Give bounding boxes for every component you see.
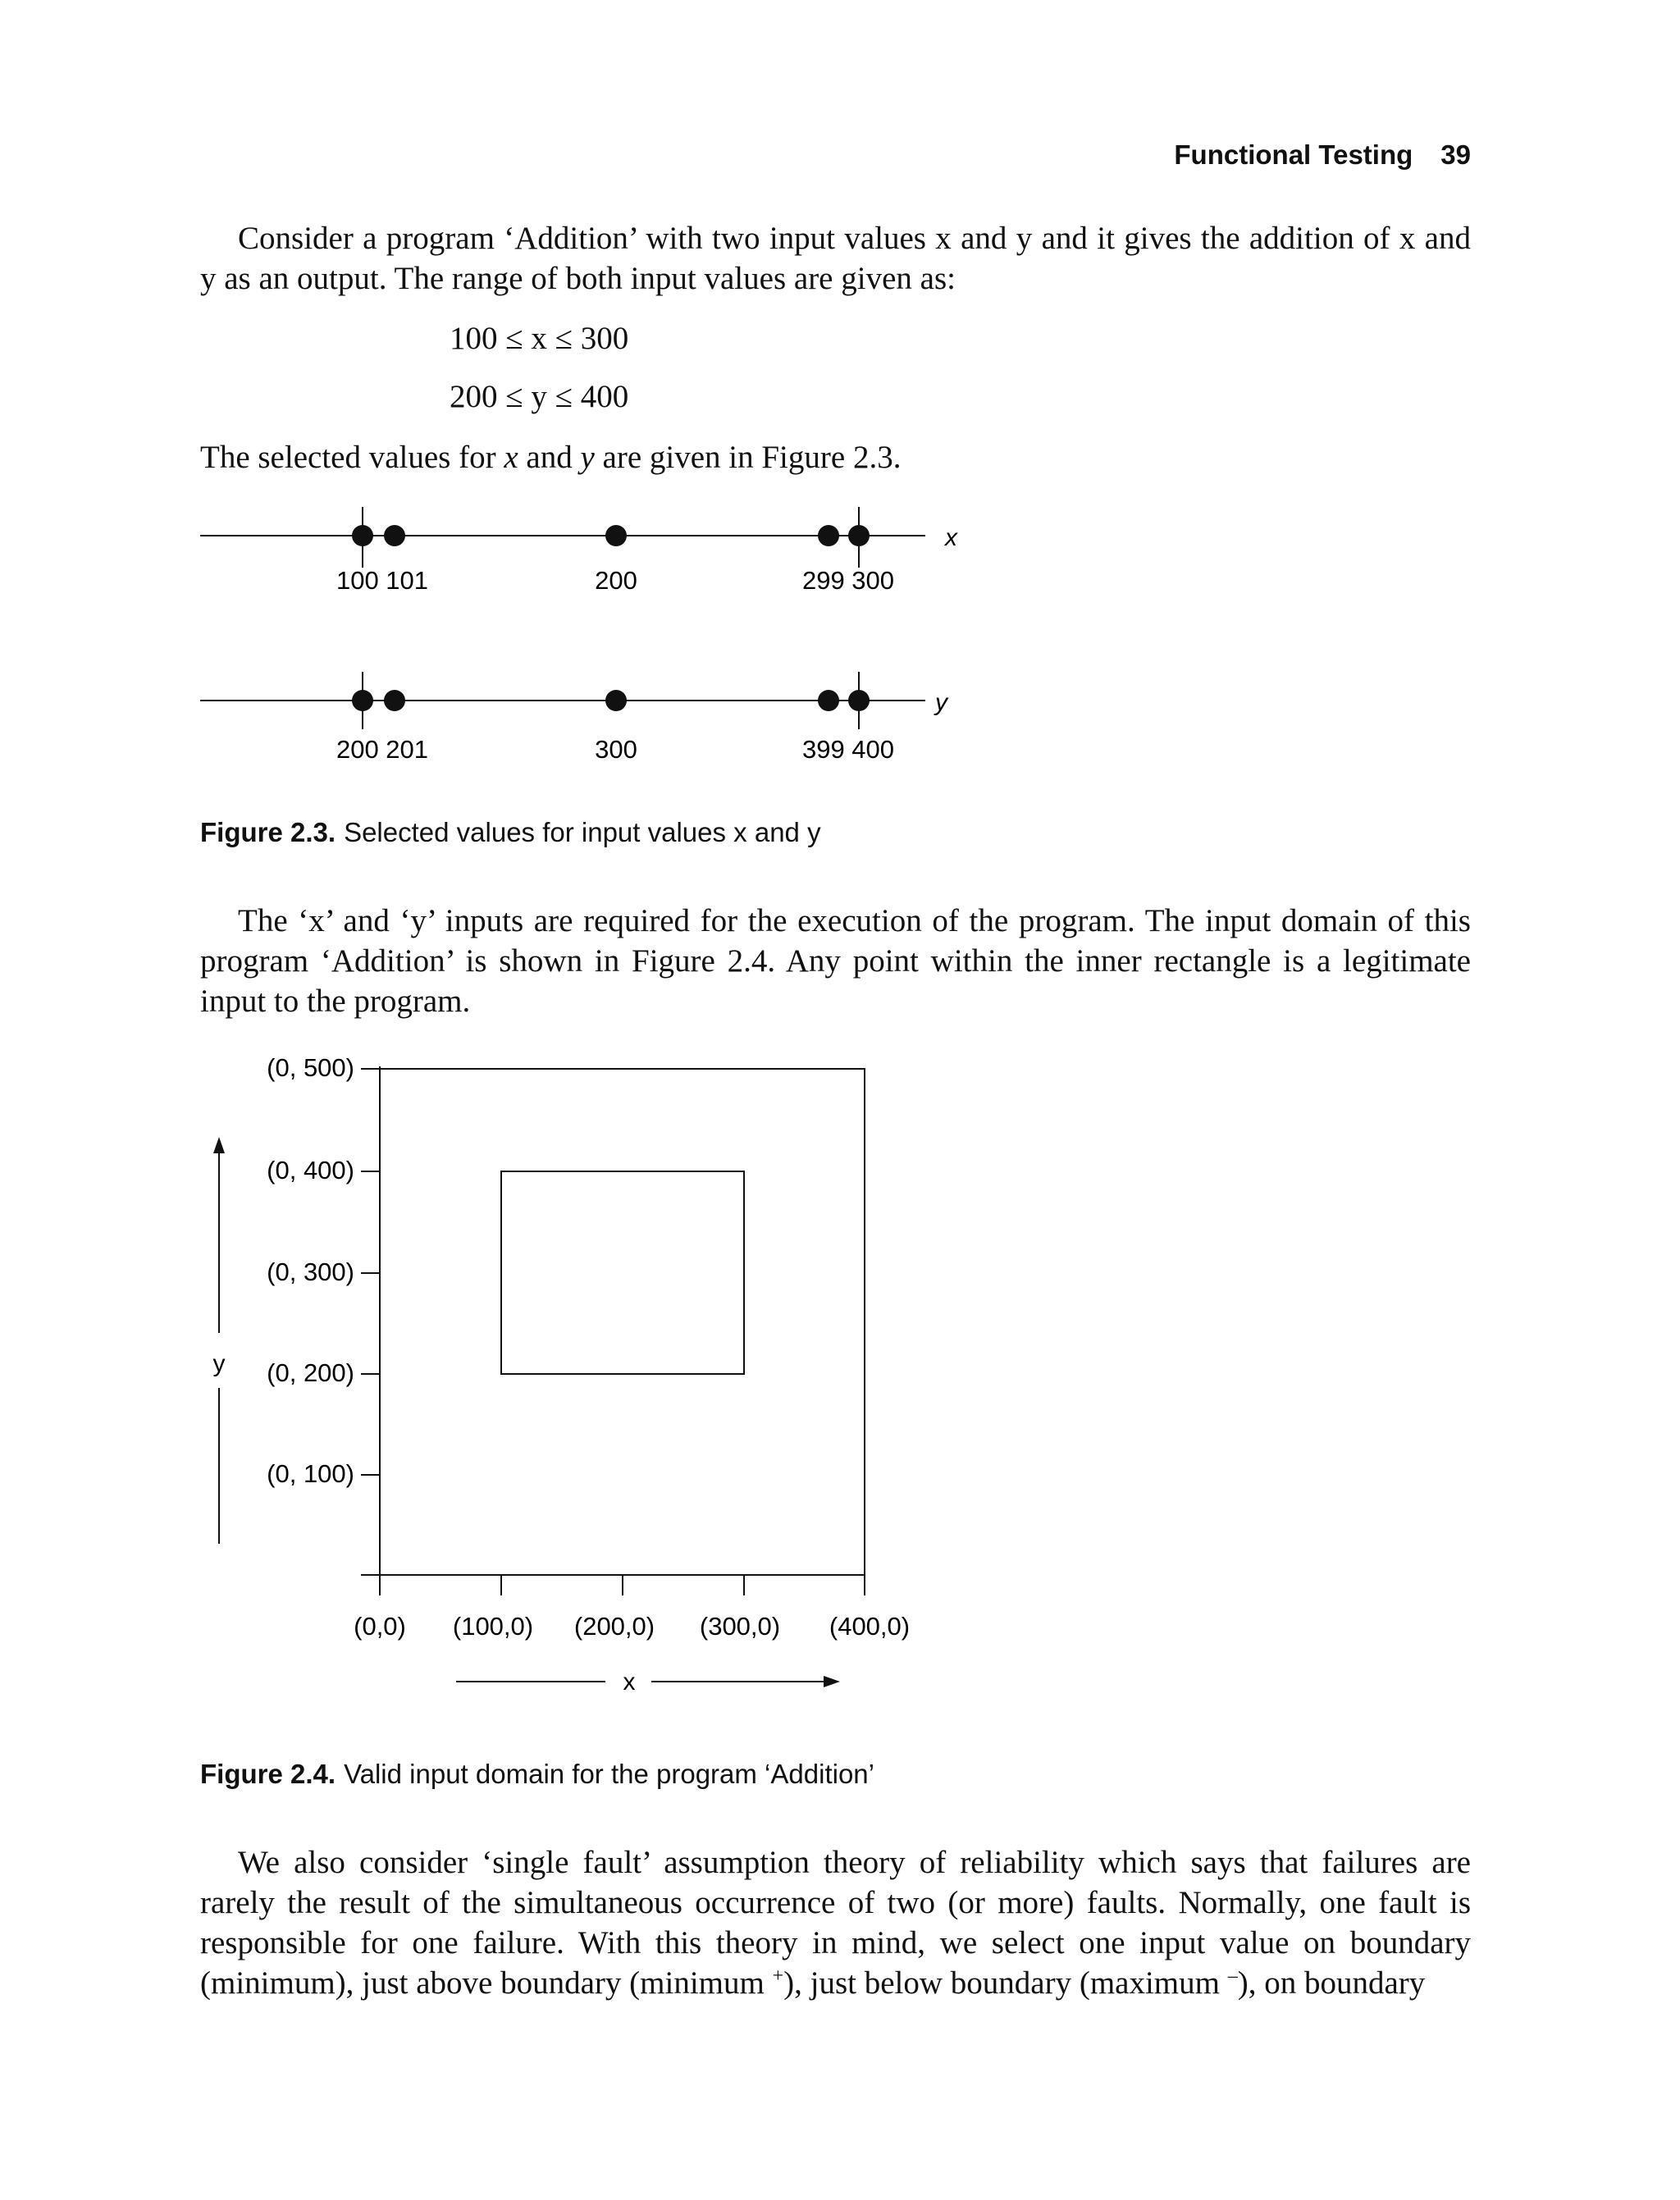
figure-2-4-caption — [200, 1759, 874, 1790]
y-line-axis-label: y — [935, 689, 947, 716]
y-point-399 — [818, 690, 839, 711]
valid-input-rect — [501, 1171, 744, 1374]
paragraph-1-text: Consider a program ‘Addition’ with two input values x and y and it gives the addition of x and y as an output. The range of both input values are given as: — [200, 221, 1471, 296]
y-point-300 — [605, 690, 627, 711]
x-tick-label-100: (100,0) — [452, 1612, 534, 1641]
superscript-minus: – — [1227, 1965, 1238, 1987]
y-axis-label: y — [212, 1350, 226, 1377]
x-label-200: 200 — [595, 566, 637, 595]
y-tick-label-100: (0, 100) — [267, 1459, 354, 1488]
x-point-200 — [605, 525, 627, 546]
var-y: y — [580, 440, 595, 475]
y-tick-label-300: (0, 300) — [267, 1257, 354, 1286]
figure-2-3-caption — [200, 817, 821, 848]
x-point-299 — [818, 525, 839, 546]
figure-2-3-label: Figure 2.3. — [200, 817, 336, 847]
y-point-200 — [352, 690, 373, 711]
y-label-399-400: 399 400 — [801, 735, 895, 764]
y-tick-label-500: (0, 500) — [267, 1053, 354, 1082]
figure-2-3-x-line — [200, 507, 958, 595]
x-tick-label-400: (400,0) — [829, 1612, 911, 1641]
x-line-axis-label: x — [945, 524, 957, 551]
figure-2-4-caption-text: Valid input domain for the program ‘Addition’ — [344, 1759, 874, 1789]
y-arrow-head-icon — [213, 1137, 225, 1153]
inequality-x: 100 ≤ x ≤ 300 — [450, 321, 629, 356]
y-tick-label-200: (0, 200) — [267, 1358, 354, 1387]
outer-domain-rect — [380, 1069, 865, 1575]
paragraph-4-text-1: We also consider ‘single fault’ assumption theory of reliability which says that failures are rarely the result of the simultaneous occurrence of two (or more) faults. Normally, one fault is responsible for one failure. With this theory in mind, we select one input value on boundary (minimum), just above boundary (minimum — [200, 1845, 1471, 2001]
x-arrow-head-icon — [824, 1676, 840, 1687]
y-point-201 — [384, 690, 405, 711]
var-x: x — [504, 440, 518, 475]
figure-2-4-domain — [213, 1053, 911, 1696]
x-axis-label: x — [623, 1668, 636, 1696]
x-tick-label-300: (300,0) — [699, 1612, 781, 1641]
y-label-300: 300 — [595, 735, 637, 764]
inequality-y: 200 ≤ y ≤ 400 — [450, 379, 629, 414]
paragraph-4 — [200, 1842, 1471, 2003]
paragraph-3-text: The ‘x’ and ‘y’ inputs are required for the execution of the program. The input domain of this program ‘Addition’ is shown in Figure 2.4. Any point within the inner rectangle is a legitimate input to the program. — [200, 903, 1471, 1019]
x-label-299-300: 299 300 — [801, 566, 895, 595]
figure-2-3-y-line — [200, 672, 949, 764]
figure-2-4-label: Figure 2.4. — [200, 1759, 336, 1789]
paragraph-4-text-2: ), just below boundary (maximum — [783, 1965, 1228, 2001]
y-tick-label-400: (0, 400) — [267, 1156, 354, 1184]
page-number: 39 — [1440, 139, 1471, 170]
x-tick-label-0: (0,0) — [354, 1612, 406, 1641]
y-point-400 — [848, 690, 870, 711]
x-point-101 — [384, 525, 405, 546]
superscript-plus: + — [772, 1965, 784, 1987]
paragraph-2-post: are given in Figure 2.3. — [594, 440, 902, 475]
x-label-100-101: 100 101 — [336, 566, 429, 595]
paragraph-2-pre: The selected values for — [200, 440, 504, 475]
x-tick-label-200: (200,0) — [573, 1612, 655, 1641]
y-label-200-201: 200 201 — [336, 735, 429, 764]
header-title: Functional Testing — [1174, 139, 1413, 170]
figure-2-3-caption-text: Selected values for input values x and y — [344, 817, 821, 847]
paragraph-3 — [200, 901, 1471, 1021]
paragraph-2-mid: and — [518, 440, 581, 475]
x-point-100 — [352, 525, 373, 546]
x-point-300 — [848, 525, 870, 546]
paragraph-4-text-3: ), on boundary — [1237, 1965, 1426, 2001]
